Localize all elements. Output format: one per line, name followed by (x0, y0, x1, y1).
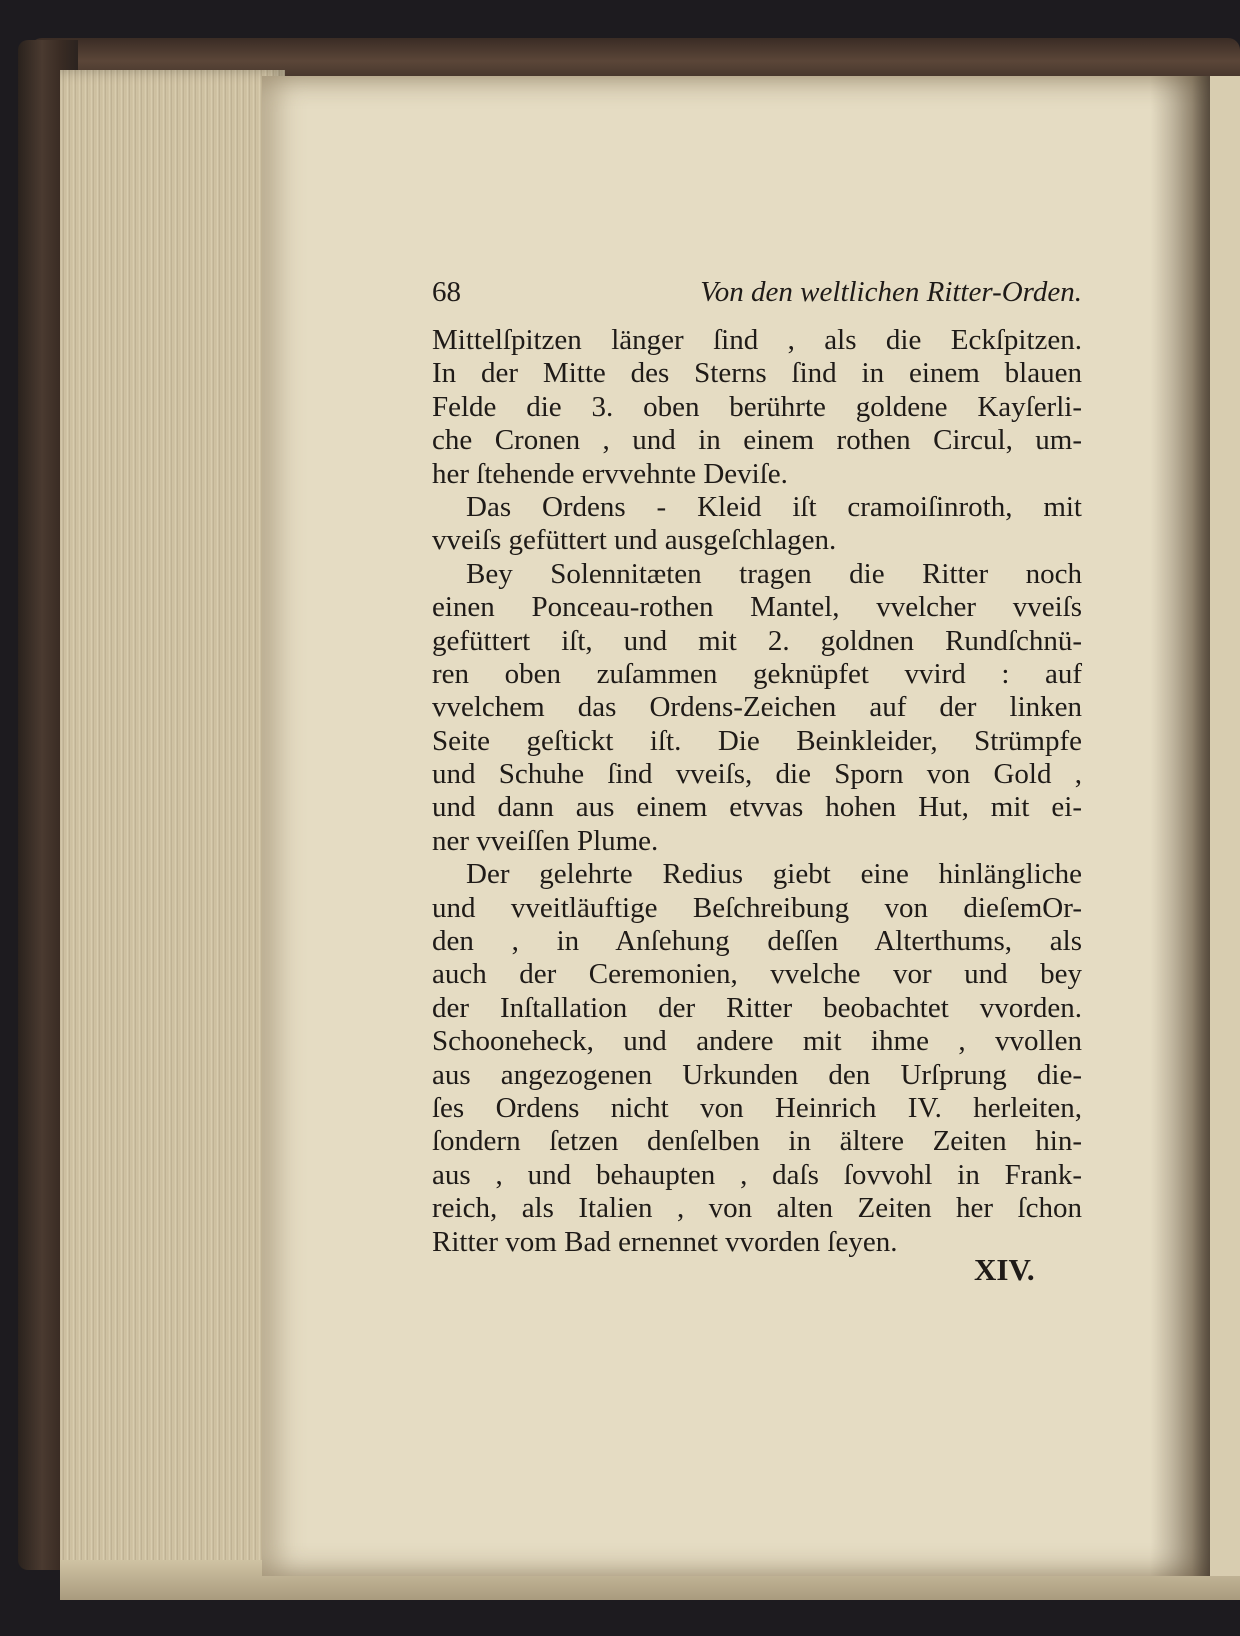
text-line: Seite geſtickt iſt. Die Beinkleider, Strümpfe (432, 724, 1082, 757)
text-line: che Cronen , und in einem rothen Circul, um- (432, 424, 1082, 457)
text-line: reich, als Italien , von alten Zeiten her ſchon (432, 1192, 1082, 1225)
text-line: Felde die 3. oben berührte goldene Kayſerli- (432, 390, 1082, 423)
text-line: vveiſs gefüttert und ausgeſchlagen. (432, 524, 837, 557)
page-edges (60, 70, 285, 1600)
text-line: Das Ordens - Kleid iſt cramoiſinroth, mit (466, 490, 1082, 523)
text-line: und Schuhe ſind vveiſs, die Sporn von Gold , (432, 758, 1082, 791)
text-line: In der Mitte des Sterns ſind in einem blauen (432, 357, 1082, 390)
text-line: aus , und behaupten , daſs ſovvohl in Frank- (432, 1158, 1082, 1191)
text-line: und dann aus einem etvvas hohen Hut, mit ei- (432, 791, 1082, 824)
text-line: aus angezogenen Urkunden den Urſprung die- (432, 1058, 1082, 1091)
text-line: auch der Ceremonien, vvelche vor und bey (432, 958, 1082, 991)
running-header-title: Von den weltlichen Ritter-Orden. (700, 276, 1082, 308)
text-line: der Inſtallation der Ritter beobachtet vvorden. (432, 991, 1082, 1024)
text-block (432, 276, 1082, 1259)
text-line: Schooneheck, und andere mit ihme , vvollen (432, 1025, 1082, 1058)
gutter-shadow (1150, 76, 1210, 1576)
text-line: vvelchem das Ordens-Zeichen auf der linken (432, 691, 1082, 724)
text-line: her ſtehende ervvehnte Deviſe. (432, 457, 788, 490)
text-line: und vveitläuftige Beſchreibung von dieſemOr- (432, 891, 1082, 924)
text-line: Der gelehrte Redius giebt eine hinlängliche (466, 858, 1082, 891)
text-line: Ritter vom Bad ernennet vvorden ſeyen. (432, 1225, 898, 1258)
text-line: einen Ponceau-rothen Mantel, vvelcher vveiſs (432, 591, 1082, 624)
text-line: Mittelſpitzen länger ſind , als die Eckſpitzen. (432, 324, 1082, 356)
text-line: ſondern ſetzen denſelben in ältere Zeiten hin- (432, 1125, 1082, 1158)
text-line: ren oben zuſammen geknüpfet vvird : auf (432, 657, 1082, 690)
facing-page-edge (1210, 76, 1240, 1576)
text-line: den , in Anſehung deſſen Alterthums, als (432, 925, 1082, 958)
text-line: Bey Solennitæten tragen die Ritter noch (466, 557, 1082, 590)
running-header (432, 276, 1082, 324)
page-number: 68 (432, 276, 461, 308)
text-line: ner vveiſſen Plume. (432, 824, 659, 857)
catchword: XIV. (974, 1252, 1035, 1287)
text-line: gefüttert iſt, und mit 2. goldnen Rundſchnü- (432, 624, 1082, 657)
text-line: ſes Ordens nicht von Heinrich IV. herleiten, (432, 1091, 1082, 1124)
